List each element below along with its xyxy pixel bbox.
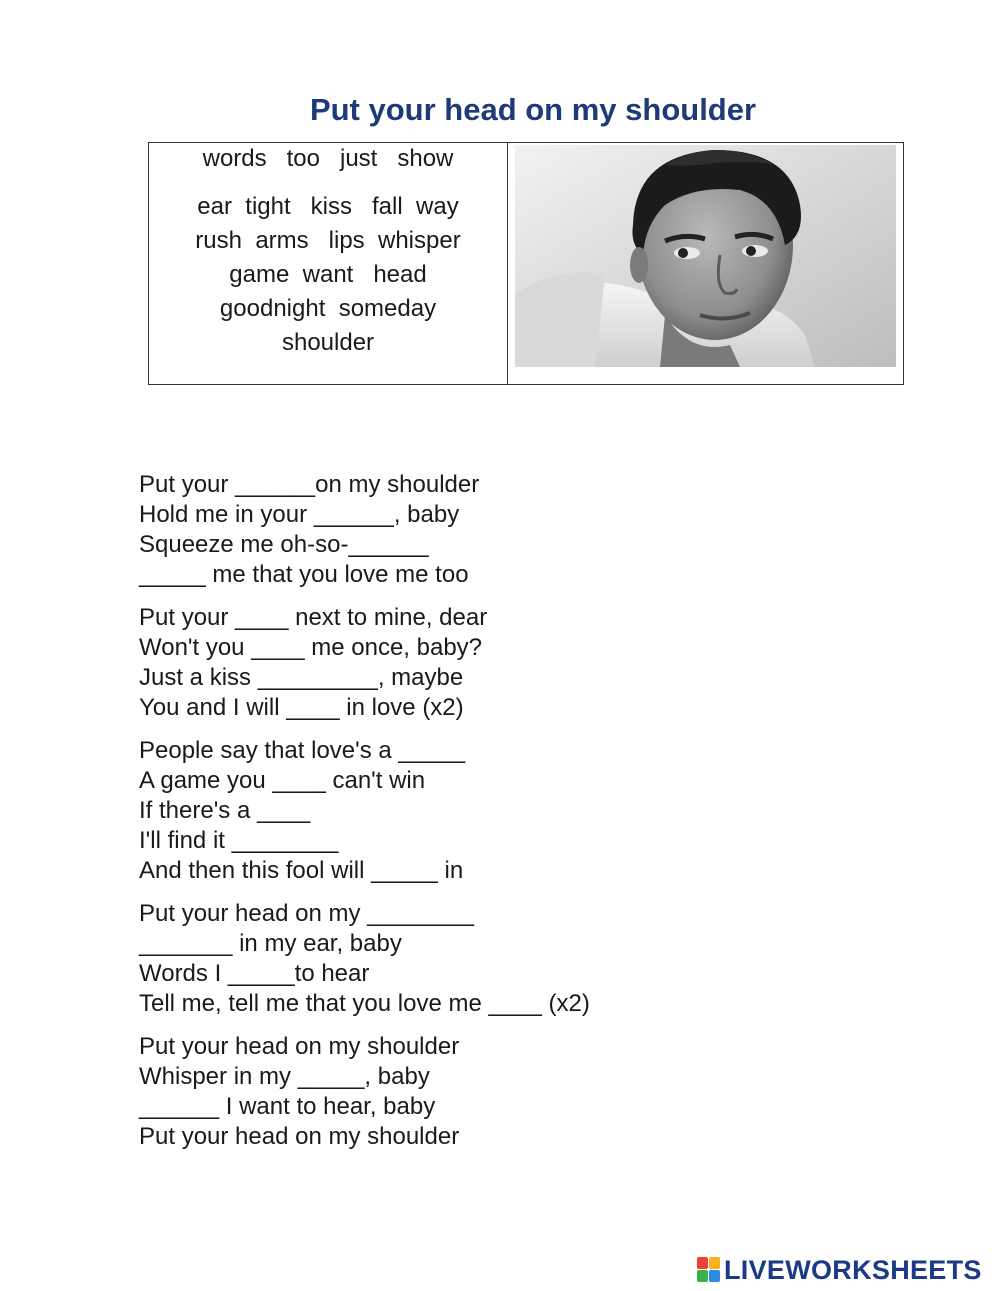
lyric-line: If there's a ____ [139,797,311,824]
word-bank-line: words too just show [202,145,454,172]
lyric-line: ______ I want to hear, baby [139,1093,436,1120]
logo-text: LIVEWORKSHEETS [724,1254,982,1285]
lyric-line: You and I will ____ in love (x2) [139,694,464,721]
liveworksheets-logo[interactable] [697,1254,982,1286]
word-bank-line: game want head [229,261,427,288]
lyric-line: I'll find it ________ [139,827,339,854]
lyric-line: _____ me that you love me too [139,561,469,588]
lyrics [139,470,590,1165]
lyrics-stanza [139,1032,590,1152]
lyric-line: Words I _____to hear [139,960,370,987]
table-divider [507,143,508,384]
lyric-line: A game you ____ can't win [139,767,426,794]
worksheet-title: Put your head on my shoulder [309,92,757,127]
lyric-line: Just a kiss _________, maybe [139,664,464,691]
word-bank-line: rush arms lips whisper [195,227,461,254]
lyric-line: People say that love's a _____ [139,737,466,764]
lyrics-stanza [139,603,590,723]
lyric-line: Won't you ____ me once, baby? [139,634,483,661]
lyrics-stanza [139,899,590,1019]
lyric-line: Put your ____ next to mine, dear [139,604,488,631]
lyric-line: Put your ______on my shoulder [139,471,480,498]
lyric-line: Put your head on my shoulder [139,1033,460,1060]
lyric-line: And then this fool will _____ in [139,857,464,884]
lyric-line: Whisper in my _____, baby [139,1063,430,1090]
lyric-line: _______ in my ear, baby [139,930,402,957]
lyrics-stanza [139,470,590,590]
word-bank-line: goodnight someday [219,295,437,322]
lyric-line: Hold me in your ______, baby [139,501,460,528]
lyric-line: Put your head on my ________ [139,900,474,927]
word-bank-line: shoulder [281,329,375,356]
lyric-line: Put your head on my shoulder [139,1123,460,1150]
header-table [148,142,904,385]
lyrics-stanza [139,736,590,886]
lyric-line: Tell me, tell me that you love me ____ (x2) [139,990,590,1017]
logo-icon [697,1257,721,1283]
word-bank-line: ear tight kiss fall way [197,193,459,220]
singer-photo [515,145,896,367]
lyric-line: Squeeze me oh-so-______ [139,531,429,558]
